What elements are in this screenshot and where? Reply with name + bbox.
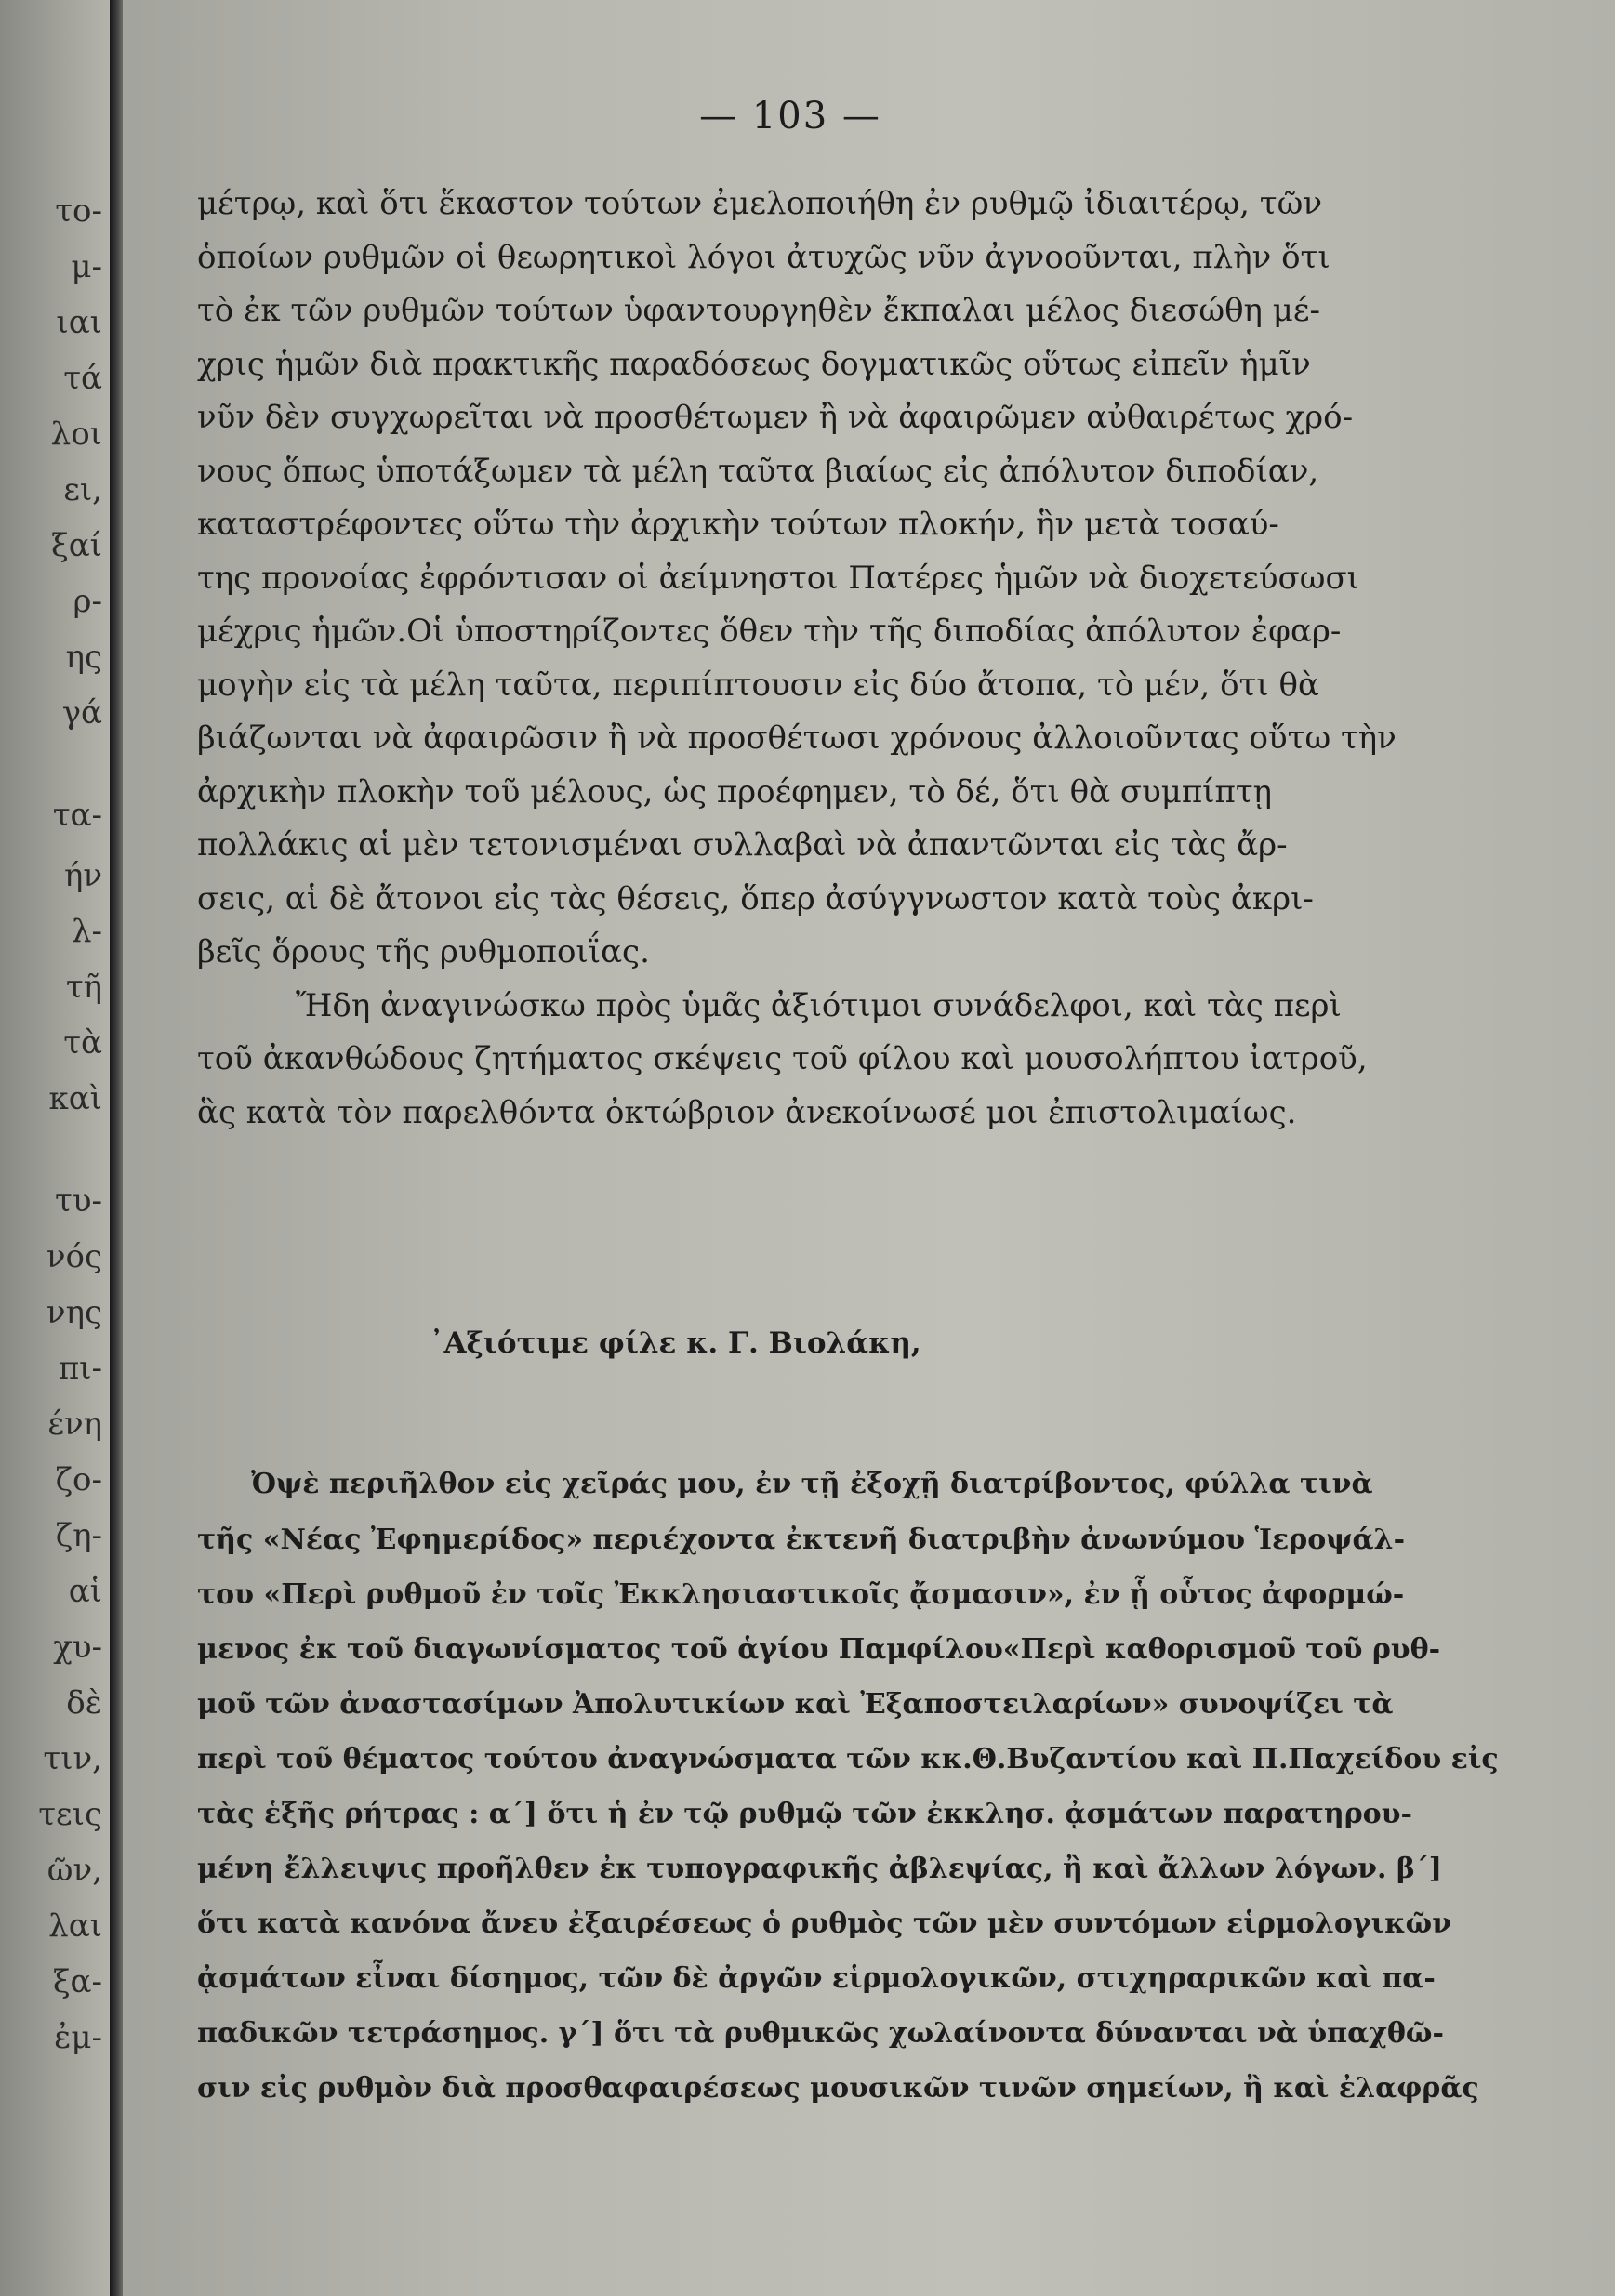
text-line: καταστρέφοντες οὕτω τὴν ἀρχικὴν τούτων πλοκήν, ἣν μετὰ τοσαύ- [197, 506, 1279, 543]
margin-fragment: ζο- [55, 1461, 102, 1498]
margin-fragment: ένη [47, 1405, 102, 1443]
letter-line: μένη ἔλλειψις προῆλθεν ἐκ τυπογραφικῆς ἀβλεψίας, ἢ καὶ ἄλλων λόγων. β΄] [197, 1853, 1442, 1885]
text-line: τὸ ἐκ τῶν ρυθμῶν τούτων ὑφαντουργηθὲν ἔκπαλαι μέλος διεσώθη μέ- [197, 292, 1320, 329]
margin-fragment: λαι [48, 1907, 102, 1945]
margin-fragment: ζη- [55, 1517, 102, 1554]
text-line: βιάζωνται νὰ ἀφαιρῶσιν ἢ νὰ προσθέτωσι χρόνους ἀλλοιοῦντας οὕτω τὴν [197, 719, 1397, 757]
text-line: ὁποίων ρυθμῶν οἱ θεωρητικοὶ λόγοι ἀτυχῶς νῦν ἀγνοοῦνται, πλὴν ὅτι [197, 239, 1330, 276]
margin-fragment: ιαι [56, 304, 102, 341]
margin-fragment: καὶ [48, 1080, 102, 1117]
text-line: Ἤδη ἀναγινώσκω πρὸς ὑμᾶς ἀξιότιμοι συνάδελφοι, καὶ τὰς περὶ [296, 987, 1342, 1024]
margin-fragment: ης [65, 639, 102, 676]
margin-fragment: τυ- [55, 1182, 102, 1220]
letter-line: παδικῶν τετράσημος. γ΄] ὅτι τὰ ρυθμικῶς χωλαίνοντα δύνανται νὰ ὑπαχθῶ- [197, 2017, 1444, 2050]
text-line: μογὴν εἰς τὰ μέλη ταῦτα, περιπίπτουσιν εἰς δύο ἄτοπα, τὸ μέν, ὅτι θὰ [197, 666, 1319, 704]
facing-page-margin [0, 0, 110, 2296]
letter-line: περὶ τοῦ θέματος τούτου ἀναγνώσματα τῶν κκ.Θ.Βυζαντίου καὶ Π.Παχείδου εἰς [197, 1743, 1499, 1775]
text-line: τοῦ ἀκανθώδους ζητήματος σκέψεις τοῦ φίλου καὶ μουσολήπτου ἰατροῦ, [197, 1040, 1368, 1077]
letter-salutation: ᾿Αξιότιμε φίλε κ. Γ. Βιολάκη, [430, 1326, 921, 1360]
letter-line: του «Περὶ ρυθμοῦ ἐν τοῖς Ἐκκλησιαστικοῖς ᾄσμασιν», ἐν ᾗ οὗτος ἀφορμώ- [197, 1578, 1405, 1611]
margin-fragment: ξα- [52, 1963, 102, 2000]
text-line: πολλάκις αἱ μὲν τετονισμέναι συλλαβαὶ νὰ ἀπαντῶνται εἰς τὰς ἄρ- [197, 826, 1288, 864]
text-line: της προνοίας ἐφρόντισαν οἱ ἀείμνηστοι Πατέρες ἡμῶν νὰ διοχετεύσωσι [197, 560, 1359, 597]
margin-fragment: ῶν, [46, 1852, 102, 1889]
letter-line: σιν εἰς ρυθμὸν διὰ προσθαφαιρέσεως μουσικῶν τινῶν σημείων, ἢ καὶ ἐλαφρᾶς [197, 2072, 1479, 2105]
margin-fragment: τιν, [43, 1740, 102, 1777]
margin-fragment: λοι [50, 416, 102, 453]
margin-fragment: το- [55, 192, 102, 230]
margin-fragment: αἱ [68, 1573, 102, 1610]
margin-fragment: δὲ [66, 1684, 102, 1722]
letter-line: Ὀψὲ περιῆλθον εἰς χεῖράς μου, ἐν τῇ ἐξοχῇ διατρίβοντος, φύλλα τινὰ [251, 1468, 1373, 1500]
book-spine [110, 0, 123, 2296]
margin-fragment: τῆ [65, 969, 102, 1006]
margin-fragment: νός [46, 1238, 102, 1275]
margin-fragment: τα- [52, 797, 102, 834]
margin-fragment: γά [61, 694, 102, 732]
margin-fragment: τά [63, 360, 102, 397]
margin-fragment: ξαί [50, 527, 102, 564]
margin-fragment: πι- [58, 1350, 102, 1387]
margin-fragment: τεις [38, 1796, 102, 1833]
text-line: μέχρις ἡμῶν.Οἱ ὑποστηρίζοντες ὅθεν τὴν τῆς διποδίας ἀπόλυτον ἐφαρ- [197, 613, 1342, 650]
text-line: ἃς κατὰ τὸν παρελθόντα ὀκτώβριον ἀνεκοίνωσέ μοι ἐπιστολιμαίως. [197, 1094, 1297, 1131]
text-line: νῦν δὲν συγχωρεῖται νὰ προσθέτωμεν ἢ νὰ ἀφαιρῶμεν αὐθαιρέτως χρό- [197, 399, 1354, 436]
text-line: μέτρῳ, καὶ ὅτι ἕκαστον τούτων ἐμελοποιήθη ἐν ρυθμῷ ἰδιαιτέρῳ, τῶν [197, 185, 1322, 222]
letter-line: τῆς «Νέας Ἐφημερίδος» περιέχοντα ἐκτενῆ διατριβὴν ἀνωνύμου Ἱεροψάλ- [197, 1524, 1406, 1556]
margin-fragment: τὰ [63, 1024, 102, 1062]
text-line: βεῖς ὅρους τῆς ρυθμοποιΐας. [197, 933, 650, 970]
text-line: χρις ἡμῶν διὰ πρακτικῆς παραδόσεως δογματικῶς οὕτως εἰπεῖν ἡμῖν [197, 346, 1311, 383]
margin-fragment: λ- [71, 913, 102, 950]
margin-fragment: χυ- [53, 1629, 102, 1666]
margin-fragment: νης [46, 1294, 102, 1331]
margin-fragment: ήν [63, 857, 102, 894]
text-line: σεις, αἱ δὲ ἄτονοι εἰς τὰς θέσεις, ὅπερ ἀσύγγνωστον κατὰ τοὺς ἀκρι- [197, 880, 1314, 917]
margin-fragment: μ- [71, 248, 102, 285]
margin-fragment: ει, [63, 471, 102, 508]
letter-line: ὅτι κατὰ κανόνα ἄνευ ἐξαιρέσεως ὁ ρυθμὸς τῶν μὲν συντόμων εἱρμολογικῶν [197, 1907, 1452, 1940]
margin-fragment: ἐμ- [54, 2019, 102, 2056]
page-number: — 103 — [699, 95, 881, 138]
text-line: ἀρχικὴν πλοκὴν τοῦ μέλους, ὡς προέφημεν, τὸ δέ, ὅτι θὰ συμπίπτῃ [197, 773, 1273, 811]
text-line: νους ὅπως ὑποτάξωμεν τὰ μέλη ταῦτα βιαίως εἰς ἀπόλυτον διποδίαν, [197, 453, 1319, 490]
letter-line: ᾀσμάτων εἶναι δίσημος, τῶν δὲ ἀργῶν εἱρμολογικῶν, στιχηραρικῶν καὶ πα- [197, 1962, 1436, 1995]
letter-line: μενος ἐκ τοῦ διαγωνίσματος τοῦ ἁγίου Παμφίλου«Περὶ καθορισμοῦ τοῦ ρυθ- [197, 1633, 1441, 1666]
letter-line: μοῦ τῶν ἀναστασίμων Ἀπολυτικίων καὶ Ἐξαποστειλαρίων» συνοψίζει τὰ [197, 1688, 1394, 1721]
margin-fragment: ρ- [73, 583, 102, 620]
letter-line: τὰς ἑξῆς ρήτρας : α΄] ὅτι ἡ ἐν τῷ ρυθμῷ τῶν ἐκκλησ. ᾀσμάτων παρατηρου- [197, 1798, 1412, 1830]
